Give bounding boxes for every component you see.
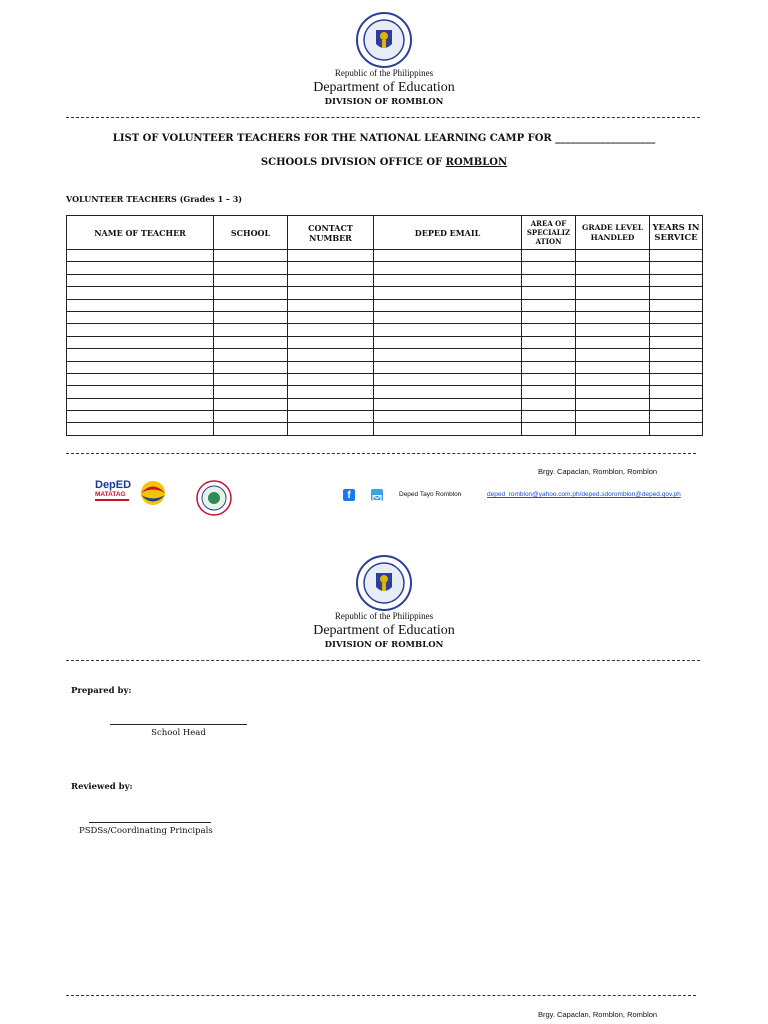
table-cell[interactable]	[288, 423, 374, 435]
department-title: Department of Education	[313, 80, 455, 95]
table-cell[interactable]	[214, 386, 288, 398]
table-cell[interactable]	[576, 373, 650, 385]
table-cell[interactable]	[650, 324, 703, 336]
table-cell[interactable]	[576, 361, 650, 373]
table-cell[interactable]	[374, 287, 522, 299]
table-cell[interactable]	[288, 262, 374, 274]
table-cell[interactable]	[522, 386, 576, 398]
deped-seal	[356, 12, 412, 68]
division-seal	[196, 480, 232, 516]
table-cell[interactable]	[576, 336, 650, 348]
facebook-icon[interactable]: f	[343, 489, 355, 501]
table-cell[interactable]	[288, 311, 374, 323]
table-cell[interactable]	[214, 324, 288, 336]
division-office-title	[0, 157, 768, 168]
table-cell[interactable]	[288, 274, 374, 286]
column-header: SCHOOL	[214, 216, 288, 250]
column-header: AREA OF SPECIALIZ ATION	[522, 216, 576, 250]
table-row	[67, 423, 703, 435]
table-cell[interactable]	[576, 262, 650, 274]
table-cell[interactable]	[650, 250, 703, 262]
table-header-row	[67, 216, 703, 250]
table-cell[interactable]	[522, 299, 576, 311]
deped-logo-text: DepED	[95, 479, 132, 491]
table-cell[interactable]	[650, 361, 703, 373]
table-cell[interactable]	[288, 287, 374, 299]
volunteer-teachers-table	[66, 215, 703, 436]
column-header: NAME OF TEACHER	[67, 216, 214, 250]
table-cell[interactable]	[576, 324, 650, 336]
table-cell[interactable]	[67, 423, 214, 435]
table-cell[interactable]	[67, 274, 214, 286]
header-divider	[66, 117, 700, 118]
table-cell[interactable]	[650, 274, 703, 286]
table-cell[interactable]	[67, 411, 214, 423]
table-cell[interactable]	[522, 398, 576, 410]
table-cell[interactable]	[576, 423, 650, 435]
table-row	[67, 299, 703, 311]
table-row	[67, 311, 703, 323]
prepared-by-signer: School Head	[151, 728, 206, 738]
table-cell[interactable]	[67, 324, 214, 336]
email-link[interactable]: deped_romblon@yahoo.com.ph/deped.sdoromblon@deped.gov.ph	[487, 491, 681, 498]
table-cell[interactable]	[650, 287, 703, 299]
table-cell[interactable]	[374, 311, 522, 323]
table-cell[interactable]	[214, 262, 288, 274]
table-cell[interactable]	[214, 274, 288, 286]
table-cell[interactable]	[67, 398, 214, 410]
table-row	[67, 336, 703, 348]
table-cell[interactable]	[214, 336, 288, 348]
table-cell[interactable]	[214, 423, 288, 435]
table-cell[interactable]	[67, 373, 214, 385]
table-cell[interactable]	[214, 349, 288, 361]
table-cell[interactable]	[576, 349, 650, 361]
table-cell[interactable]	[374, 423, 522, 435]
table-cell[interactable]	[374, 361, 522, 373]
table-cell[interactable]	[374, 262, 522, 274]
table-cell[interactable]	[650, 299, 703, 311]
table-cell[interactable]	[576, 299, 650, 311]
table-cell[interactable]	[374, 411, 522, 423]
table-cell[interactable]	[576, 274, 650, 286]
table-cell[interactable]	[650, 398, 703, 410]
table-cell[interactable]	[214, 411, 288, 423]
footer-address: Brgy. Capaclan, Romblon, Romblon	[538, 1010, 658, 1019]
table-cell[interactable]	[288, 324, 374, 336]
table-cell[interactable]	[67, 311, 214, 323]
table-cell[interactable]	[374, 324, 522, 336]
table-cell[interactable]	[214, 311, 288, 323]
table-cell[interactable]	[522, 287, 576, 299]
table-cell[interactable]	[67, 386, 214, 398]
table-cell[interactable]	[576, 250, 650, 262]
table-row	[67, 287, 703, 299]
footer-divider	[66, 995, 696, 996]
table-row	[67, 274, 703, 286]
table-row	[67, 373, 703, 385]
table-cell[interactable]	[650, 311, 703, 323]
table-cell[interactable]	[374, 349, 522, 361]
table-cell[interactable]	[522, 274, 576, 286]
column-header: CONTACT NUMBER	[288, 216, 374, 250]
table-cell[interactable]	[374, 336, 522, 348]
table-cell[interactable]	[214, 373, 288, 385]
table-cell[interactable]	[374, 299, 522, 311]
table-cell[interactable]	[522, 411, 576, 423]
table-row	[67, 411, 703, 423]
column-header: DEPED EMAIL	[374, 216, 522, 250]
column-header: YEARS IN SERVICE	[650, 216, 703, 250]
table-cell[interactable]	[67, 361, 214, 373]
table-row	[67, 324, 703, 336]
table-cell[interactable]	[650, 411, 703, 423]
table-cell[interactable]	[214, 287, 288, 299]
division-title: DIVISION OF ROMBLON	[324, 640, 444, 650]
table-row	[67, 250, 703, 262]
table-cell[interactable]	[576, 386, 650, 398]
table-cell[interactable]	[214, 361, 288, 373]
table-cell[interactable]	[67, 287, 214, 299]
table-cell[interactable]	[374, 398, 522, 410]
document-title: LIST OF VOLUNTEER TEACHERS FOR THE NATIONAL LEARNING CAMP FOR ____________________	[112, 133, 656, 144]
table-cell[interactable]	[522, 311, 576, 323]
column-header: GRADE LEVEL HANDLED	[576, 216, 650, 250]
table-cell[interactable]	[67, 336, 214, 348]
footer-divider	[66, 453, 696, 454]
table-cell[interactable]	[288, 361, 374, 373]
table-cell[interactable]	[67, 299, 214, 311]
table-cell[interactable]	[650, 373, 703, 385]
table-cell[interactable]	[650, 386, 703, 398]
table-cell[interactable]	[288, 250, 374, 262]
reviewed-by-signer: PSDSs/Coordinating Principals	[79, 826, 213, 836]
table-cell[interactable]	[214, 250, 288, 262]
reviewed-by-signature-line	[89, 822, 211, 823]
table-cell[interactable]	[650, 336, 703, 348]
prepared-by-label: Prepared by:	[71, 686, 132, 696]
table-cell[interactable]	[522, 423, 576, 435]
table-cell[interactable]	[522, 361, 576, 373]
deped-seal	[356, 555, 412, 611]
table-cell[interactable]	[522, 262, 576, 274]
table-cell[interactable]	[67, 349, 214, 361]
table-row	[67, 361, 703, 373]
table-row	[67, 398, 703, 410]
table-cell[interactable]	[288, 398, 374, 410]
table-row	[67, 386, 703, 398]
table-cell[interactable]	[214, 398, 288, 410]
division-title: DIVISION OF ROMBLON	[324, 97, 444, 107]
table-cell[interactable]	[288, 411, 374, 423]
republic-text: Republic of the Philippines	[334, 611, 434, 621]
matatag-logo-text: MATATAG	[95, 491, 126, 498]
table-cell[interactable]	[576, 398, 650, 410]
table-cell[interactable]	[650, 349, 703, 361]
table-cell[interactable]	[288, 336, 374, 348]
table-cell[interactable]	[522, 336, 576, 348]
reviewed-by-label: Reviewed by:	[71, 782, 133, 792]
division-office-prefix: SCHOOLS DIVISION OFFICE OF	[260, 157, 446, 168]
table-cell[interactable]	[288, 349, 374, 361]
table-cell[interactable]	[650, 262, 703, 274]
email-icon[interactable]	[371, 489, 383, 501]
table-cell[interactable]	[67, 250, 214, 262]
header-divider	[66, 660, 700, 661]
division-office-place: ROMBLON	[445, 157, 508, 168]
table-cell[interactable]	[576, 311, 650, 323]
table-cell[interactable]	[288, 299, 374, 311]
table-cell[interactable]	[288, 386, 374, 398]
table-cell[interactable]	[374, 386, 522, 398]
department-title: Department of Education	[313, 623, 455, 638]
table-cell[interactable]	[288, 373, 374, 385]
deped-matatag-logo	[95, 479, 131, 513]
table-row	[67, 262, 703, 274]
table-cell[interactable]	[576, 411, 650, 423]
facebook-page-name[interactable]: Deped Tayo Romblon	[399, 491, 462, 498]
table-cell[interactable]	[522, 324, 576, 336]
table-cell[interactable]	[374, 373, 522, 385]
republic-text: Republic of the Philippines	[334, 68, 434, 78]
table-cell[interactable]	[650, 423, 703, 435]
table-cell[interactable]	[67, 262, 214, 274]
table-row	[67, 349, 703, 361]
prepared-by-signature-line	[110, 724, 247, 725]
section-label: VOLUNTEER TEACHERS (Grades 1 – 3)	[66, 194, 243, 204]
table-cell[interactable]	[522, 373, 576, 385]
table-cell[interactable]	[374, 274, 522, 286]
bagong-pilipinas-logo	[136, 478, 170, 512]
footer-address: Brgy. Capaclan, Romblon, Romblon	[538, 467, 658, 476]
table-cell[interactable]	[374, 250, 522, 262]
table-cell[interactable]	[214, 299, 288, 311]
table-cell[interactable]	[576, 287, 650, 299]
table-cell[interactable]	[522, 250, 576, 262]
table-cell[interactable]	[522, 349, 576, 361]
